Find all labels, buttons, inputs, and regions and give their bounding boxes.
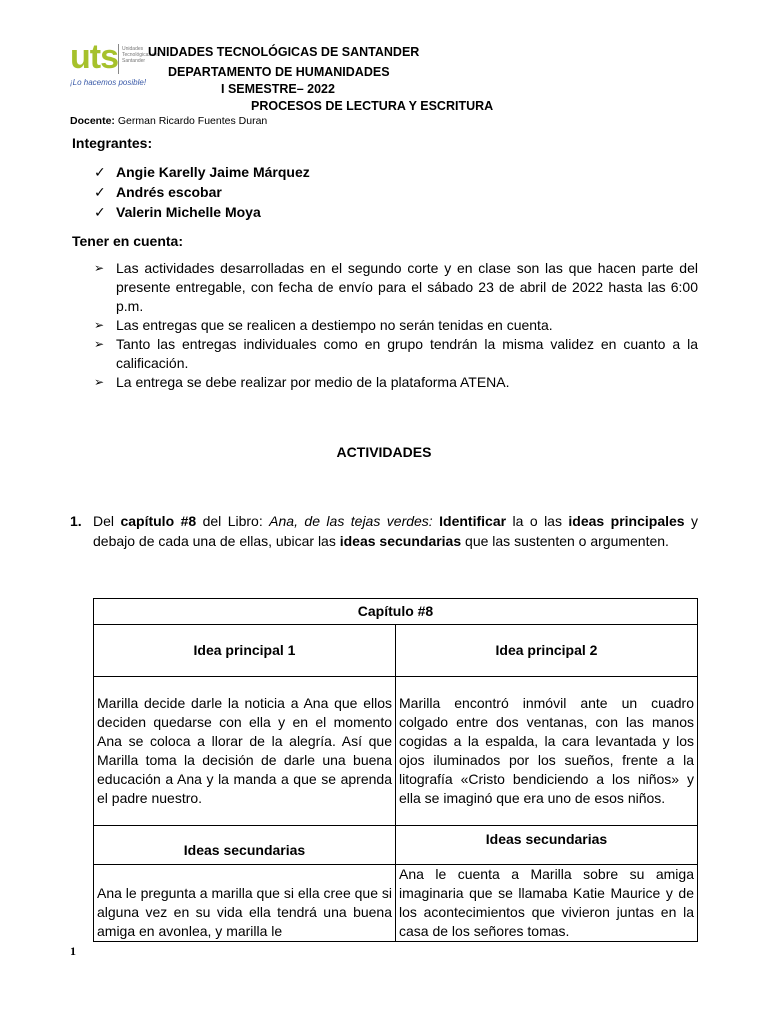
q-bold-part: ideas secundarias bbox=[339, 532, 462, 549]
idea1-header: Idea principal 1 bbox=[94, 625, 396, 677]
activities-title: ACTIVIDADES bbox=[336, 444, 432, 460]
page-number: 1 bbox=[70, 944, 76, 958]
members-list bbox=[94, 162, 310, 222]
question-1 bbox=[70, 512, 698, 551]
tener-en-cuenta-title: Tener en cuenta: bbox=[72, 233, 183, 249]
notes-list bbox=[94, 259, 698, 392]
list-item bbox=[94, 259, 698, 316]
check-icon: ✓ bbox=[94, 184, 106, 200]
docente-name: German Ricardo Fuentes Duran bbox=[117, 115, 268, 127]
header-course: PROCESOS DE LECTURA Y ESCRITURA bbox=[251, 99, 494, 113]
arrow-bullet-icon: ➢ bbox=[94, 261, 105, 275]
ideas-table bbox=[93, 598, 698, 942]
header-institution: UNIDADES TECNOLÓGICAS DE SANTANDER bbox=[148, 45, 420, 59]
sec1-header: Ideas secundarias bbox=[94, 826, 396, 865]
idea1-text: Marilla decide darle la noticia a Ana que ellos deciden quedarse con ella y en el momento Ana se coloca a llorar de la alegría. Así que Marilla toma la decisión de darle una buena educación a Ana y la manda a que se aprenda el padre nuestro. bbox=[94, 677, 396, 826]
arrow-bullet-icon: ➢ bbox=[94, 375, 105, 389]
q-text-part: la o las bbox=[506, 513, 569, 529]
sec1-text: Ana le pregunta a marilla que si ella cree que si alguna vez en su vida ella tendrá una buena amiga en avonlea, y marilla le bbox=[94, 865, 396, 942]
docente-label: Docente: bbox=[70, 115, 115, 127]
list-item bbox=[94, 202, 310, 222]
check-icon: ✓ bbox=[94, 204, 106, 220]
logo-slogan: ¡Lo hacemos posible! bbox=[70, 78, 147, 87]
q-bold-part: ideas principales bbox=[568, 513, 685, 529]
q-text-part: y debajo de cada una de ellas, ubicar las bbox=[93, 513, 699, 549]
question-number: 1. bbox=[70, 513, 82, 529]
docente-line bbox=[70, 115, 267, 128]
member-name: Valerin Michelle Moya bbox=[116, 204, 261, 220]
q-text-part: del Libro: bbox=[196, 513, 270, 529]
idea2-header: Idea principal 2 bbox=[396, 625, 698, 677]
note-text: Tanto las entregas individuales como en grupo tendrán la misma validez en cuanto a la calificación. bbox=[116, 336, 698, 371]
note-text: Las actividades desarrolladas en el segundo corte y en clase son las que hacen parte del presente entregable, con fecha de envío para el sábado 23 de abril de 2022 hasta las 6:00 p.m. bbox=[116, 260, 698, 314]
book-title: Ana, de las tejas verdes: bbox=[269, 513, 433, 529]
list-item bbox=[94, 335, 698, 373]
list-item bbox=[94, 182, 310, 202]
integrantes-title: Integrantes: bbox=[72, 135, 153, 151]
list-item bbox=[94, 373, 698, 392]
member-name: Angie Karelly Jaime Márquez bbox=[116, 164, 310, 180]
note-text: La entrega se debe realizar por medio de la plataforma ATENA. bbox=[116, 374, 510, 390]
table-row bbox=[94, 599, 698, 625]
chapter-header: Capítulo #8 bbox=[94, 599, 698, 625]
list-item bbox=[94, 162, 310, 182]
table-row bbox=[94, 865, 698, 942]
arrow-bullet-icon: ➢ bbox=[94, 337, 105, 351]
logo-divider bbox=[118, 44, 119, 74]
table-row bbox=[94, 826, 698, 865]
arrow-bullet-icon: ➢ bbox=[94, 318, 105, 332]
q-text-part: Del bbox=[93, 513, 121, 529]
q-bold-part: capítulo #8 bbox=[120, 513, 197, 529]
list-item bbox=[94, 316, 698, 335]
note-text: Las entregas que se realicen a destiempo no serán tenidas en cuenta. bbox=[116, 317, 553, 333]
q-text-part: que las sustenten o argumenten. bbox=[461, 532, 669, 549]
logo-mark: uts bbox=[70, 38, 118, 76]
header-semester: I SEMESTRE– 2022 bbox=[221, 82, 335, 96]
sec2-header: Ideas secundarias bbox=[396, 826, 698, 865]
table-row bbox=[94, 625, 698, 677]
uts-logo bbox=[70, 40, 160, 90]
question-text bbox=[93, 512, 698, 551]
header-department: DEPARTAMENTO DE HUMANIDADES bbox=[168, 65, 390, 79]
table-row bbox=[94, 677, 698, 826]
member-name: Andrés escobar bbox=[116, 184, 222, 200]
check-icon: ✓ bbox=[94, 164, 106, 180]
logo-small-text: Unidades Tecnológicas de Santander bbox=[122, 46, 158, 64]
idea2-text: Marilla encontró inmóvil ante un cuadro colgado entre dos ventanas, con las manos cogidas a la espalda, la cara levantada y los ojos iluminados por los sueños, frente a la litografía «Cristo bendiciendo a los niños» y ella se imaginó que era uno de esos niños. bbox=[396, 677, 698, 826]
sec2-text: Ana le cuenta a Marilla sobre su amiga imaginaria que se llamaba Katie Maurice y de los acontecimientos que vivieron juntas en la casa de los señores tomas. bbox=[396, 865, 698, 942]
q-bold-part: Identificar bbox=[439, 513, 507, 529]
